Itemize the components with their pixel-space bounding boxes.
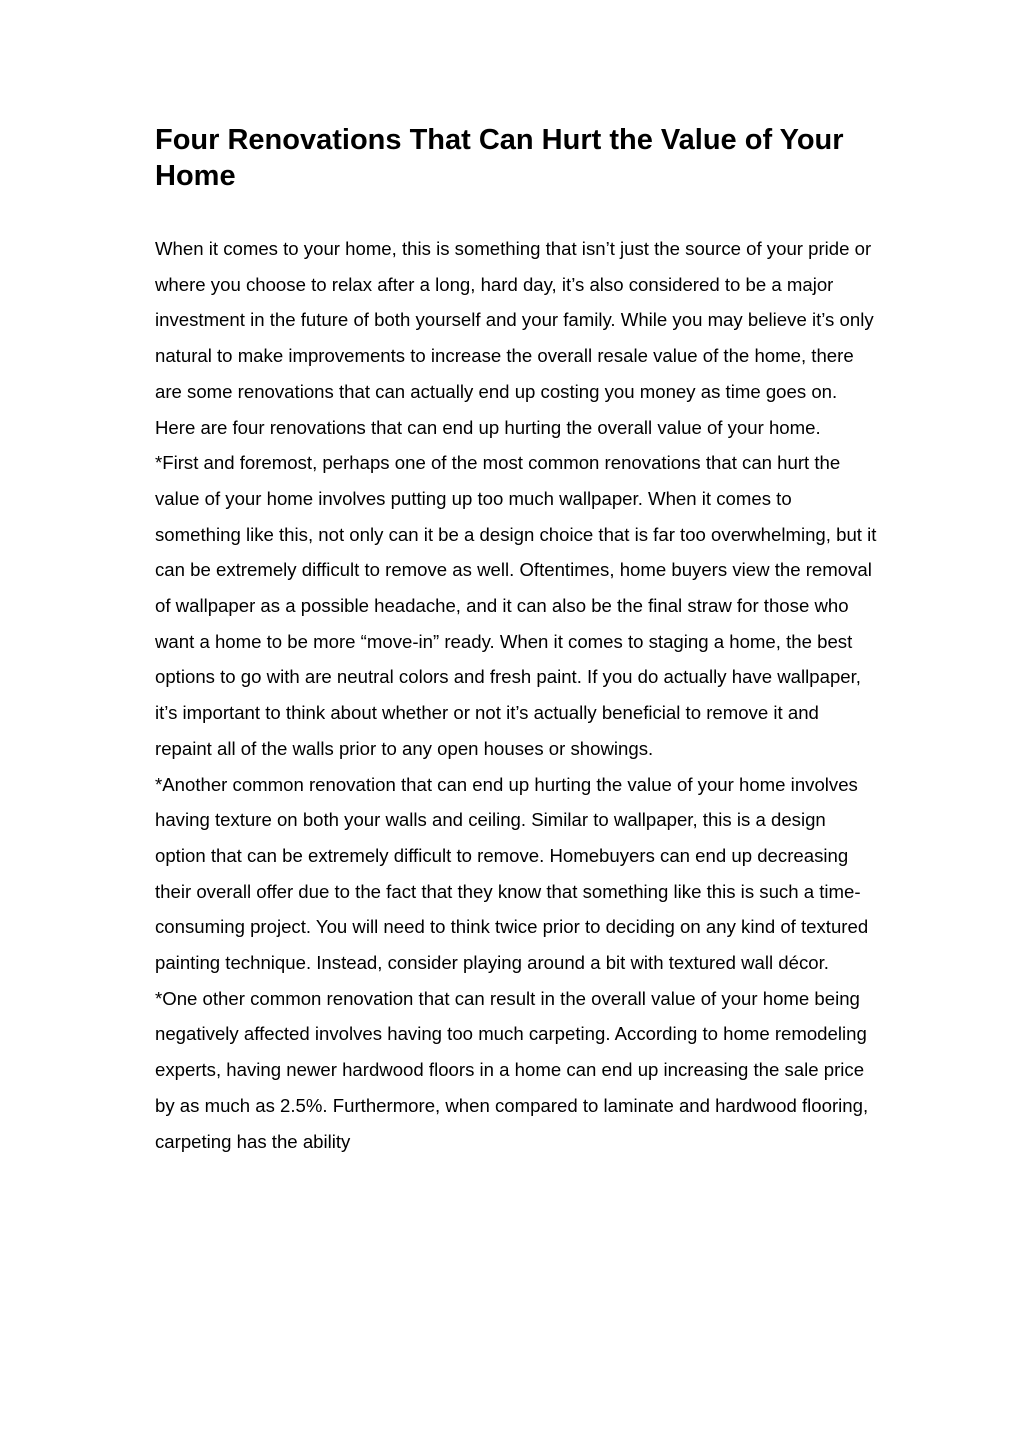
document-title: Four Renovations That Can Hurt the Value of Your Home [155,124,844,192]
paragraph-carpeting: *One other common renovation that can result in the overall value of your home being negatively affected involves having too much carpeting. According to home remodeling experts, having newer hardwood floors in a home can end up increasing the sale price by as much as 2.5%. Furthermore, when compared to laminate and hardwood flooring, carpeting has the ability [155,987,869,1152]
paragraph-texture: *Another common renovation that can end up hurting the value of your home involves having texture on both your walls and ceiling. Similar to wallpaper, this is a design option that can be extremely difficult to remove. Homebuyers can end up decreasing their overall offer due to the fact that they know that something like this is such a time-consuming project. You will need to think twice prior to deciding on any kind of textured painting technique. Instead, consider playing around a bit with textured wall décor. [155,773,869,974]
paragraph-lead-in: Here are four renovations that can end up hurting the overall value of your home. [155,416,821,438]
paragraph-wallpaper: *First and foremost, perhaps one of the most common renovations that can hurt the value of your home involves putting up too much wallpaper. When it comes to something like this, not only can it be a design choice that is far too overwhelming, but it can be extremely difficult to remove as well. Oftentimes, home buyers view the removal of wallpaper as a possible headache, and it can also be the final straw for those who want a home to be more “move-in” ready. When it comes to staging a home, the best options to go with are neutral colors and fresh paint. If you do actually have wallpaper, it’s important to think about whether or not it’s actually beneficial to remove it and repaint all of the walls prior to any open houses or showings. [155,452,877,759]
document-body [155,231,880,1159]
paragraph-intro: When it comes to your home, this is something that isn’t just the source of your pride or where you choose to relax after a long, hard day, it’s also considered to be a major investment in the future of both yourself and your family. While you may believe it’s only natural to make improvements to increase the overall resale value of the home, there are some renovations that can actually end up costing you money as time goes on. [155,238,874,402]
